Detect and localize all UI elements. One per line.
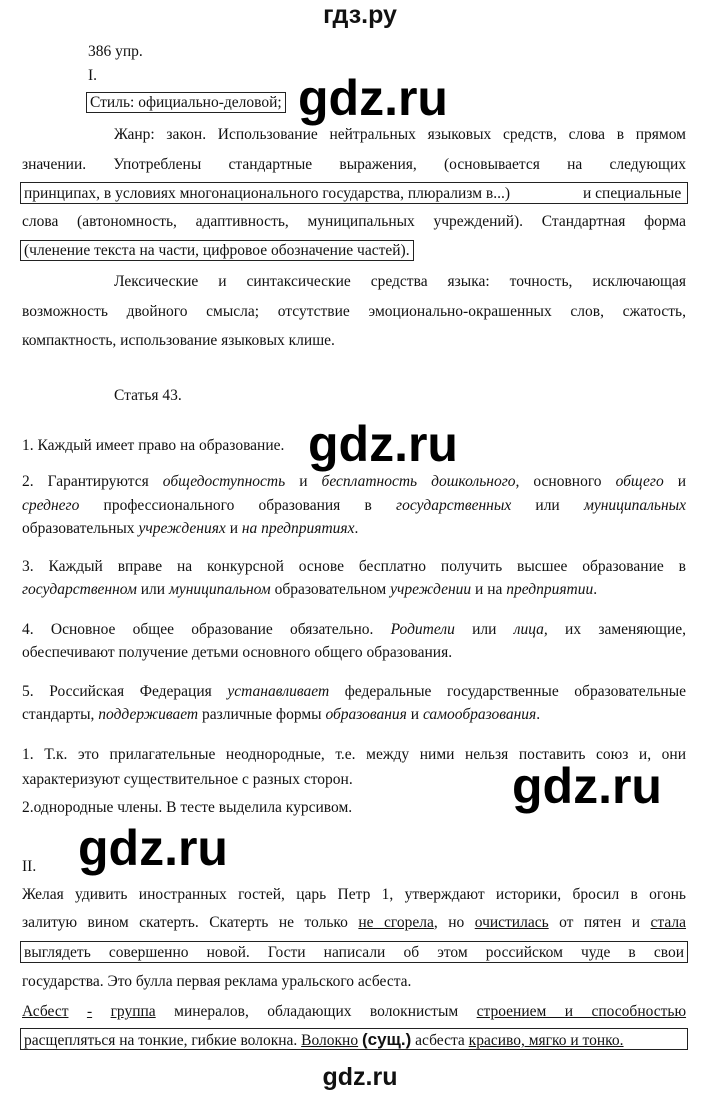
lexical-line-2: возможность двойного смысла; отсутствие эмоционально-окрашенных слов, сжатость, [22,303,686,320]
article-p1: 1. Каждый имеет право на образование. [22,437,285,454]
part-one-label: I. [88,67,98,84]
article-p2-line-3: образовательных учреждениях и на предприятиях. [22,520,359,537]
answer-1-line-1: 1. Т.к. это прилагательные неоднородные, т.е. между ними нельзя поставить союз и, они [22,746,686,763]
watermark: gdz.ru [298,70,448,126]
article-p4-line-2: обеспечивают получение детьми основного общего образования. [22,644,453,661]
part2-line-5: Асбест - группа минералов, обладающих волокнистым строением и способностью [22,1003,687,1020]
watermark: gdz.ru [78,820,228,876]
site-footer: gdz.ru [322,1063,398,1091]
part2-line-3: выглядеть совершенно новой. Гости написали об этом российском чуде в свои [24,944,684,961]
genre-line-1: Жанр: закон. Использование нейтральных языковых средств, слова в прямом [114,126,686,143]
genre-line-3a: принципах, в условиях многонационального государства, плюрализм в...) [24,185,510,202]
genre-line-5: (членение текста на части, цифровое обозначение частей). [20,240,414,261]
article-p5-line-2: стандарты, поддерживает различные формы образования и самообразования. [22,706,541,723]
part-two-label: II. [22,858,37,875]
genre-line-4: слова (автономность, адаптивность, муниципальных учреждений). Стандартная форма [22,213,686,230]
watermark: gdz.ru [512,758,662,814]
genre-line-3b: и специальные [583,185,682,202]
lexical-line-3: компактность, использование языковых клише. [22,332,335,349]
article-title: Статья 43. [114,387,182,404]
part2-line-2: залитую вином скатерть. Скатерть не только не сгорела, но очистилась от пятен и стала [22,914,687,931]
watermark: gdz.ru [308,416,458,472]
article-p4-line-1: 4. Основное общее образование обязательно. Родители или лица, их заменяющие, [22,621,687,638]
article-p5-line-1: 5. Российская Федерация устанавливает федеральные государственные образовательные [22,683,686,700]
article-p2-line-1: 2. Гарантируются общедоступность и бесплатность дошкольного, основного общего и [22,473,687,490]
style-line: Стиль: официально-деловой; [86,92,286,113]
part2-line-6: расщепляться на тонкие, гибкие волокна. Волокно (сущ.) асбеста красиво, мягко и тонко. [24,1030,624,1049]
exercise-number: 386 упр. [88,43,143,60]
genre-line-2: значении. Употреблены стандартные выражения, (основывается на следующих [22,156,686,173]
site-header: гдз.ру [323,1,397,29]
answer-1-line-2: характеризуют существительное с разных сторон. [22,771,353,788]
part2-line-4: государства. Это булла первая реклама уральского асбеста. [22,973,412,990]
article-p3-line-1: 3. Каждый вправе на конкурсной основе бесплатно получить высшее образование в [22,558,686,575]
article-p3-line-2: государственном или муниципальном образовательном учреждении и на предприятии. [22,581,598,598]
lexical-line-1: Лексические и синтаксические средства языка: точность, исключающая [114,273,686,290]
article-p2-line-2: среднего профессионального образования в государственных или муниципальных [22,497,687,514]
part2-line-1: Желая удивить иностранных гостей, царь Петр 1, утверждают историки, бросил в огонь [22,886,686,903]
answer-2: 2.однородные члены. В тесте выделила курсивом. [22,799,353,816]
